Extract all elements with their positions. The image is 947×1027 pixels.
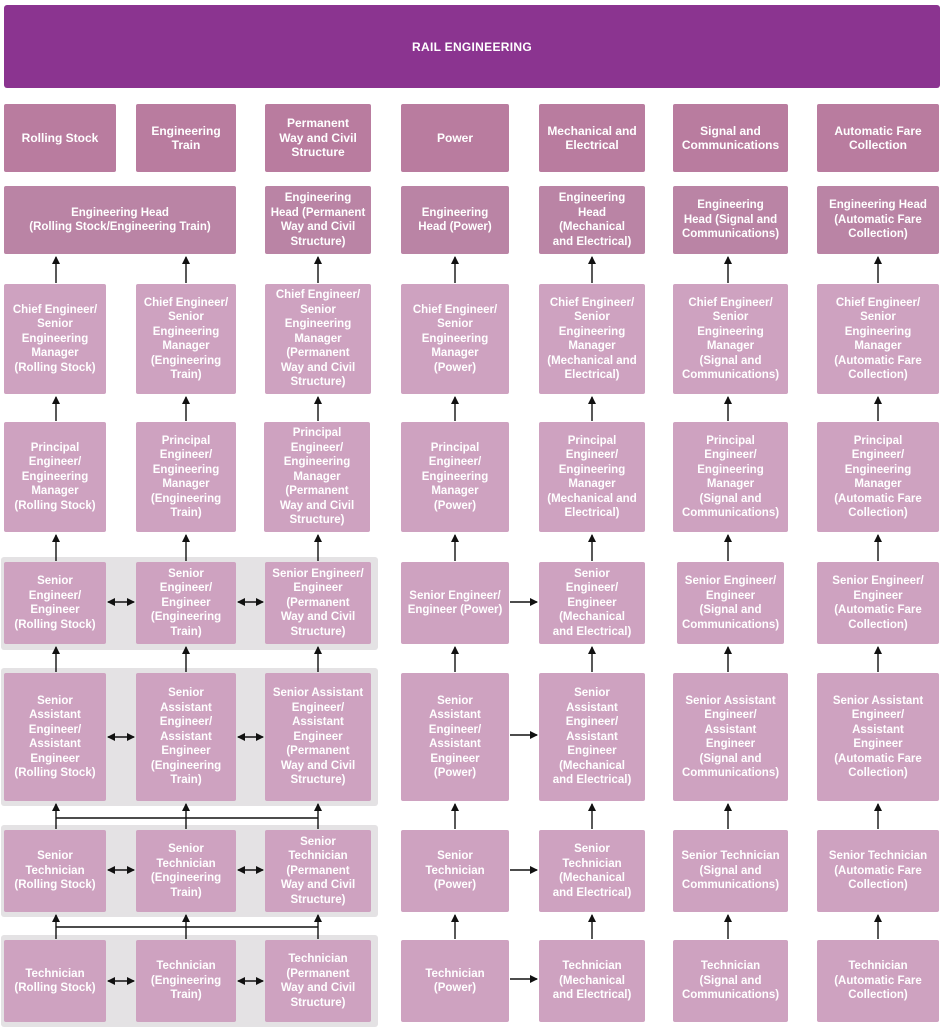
senior-engineer-rolling-stock: Senior Engineer/ Engineer (Rolling Stock) [4, 562, 106, 644]
column-header-automatic-fare: Automatic Fare Collection [817, 104, 939, 172]
chief-engineer-mechanical-electrical: Chief Engineer/ Senior Engineering Manager (Mechanical and Electrical) [539, 284, 645, 394]
technician-engineering-train: Technician (Engineering Train) [136, 940, 236, 1022]
senior-assistant-engineer-power: Senior Assistant Engineer/ Assistant Engineer (Power) [401, 673, 509, 801]
column-header-signal-communications: Signal and Communications [673, 104, 788, 172]
principal-engineer-power: Principal Engineer/ Engineering Manager (Power) [401, 422, 509, 532]
principal-engineer-signal-communications: Principal Engineer/ Engineering Manager (Signal and Communications) [673, 422, 788, 532]
senior-assistant-engineer-rolling-stock: Senior Assistant Engineer/ Assistant Engineer (Rolling Stock) [4, 673, 106, 801]
chief-engineer-signal-communications: Chief Engineer/ Senior Engineering Manager (Signal and Communications) [673, 284, 788, 394]
engineering-head-rolling-stock-engineering-train: Engineering Head (Rolling Stock/Engineering Train) [4, 186, 236, 254]
column-header-power: Power [401, 104, 509, 172]
chief-engineer-permanent-way: Chief Engineer/ Senior Engineering Manager (Permanent Way and Civil Structure) [265, 284, 371, 394]
principal-engineer-automatic-fare: Principal Engineer/ Engineering Manager (Automatic Fare Collection) [817, 422, 939, 532]
senior-assistant-engineer-engineering-train: Senior Assistant Engineer/ Assistant Engineer (Engineering Train) [136, 673, 236, 801]
senior-technician-engineering-train: Senior Technician (Engineering Train) [136, 830, 236, 912]
senior-engineer-engineering-train: Senior Engineer/ Engineer (Engineering Train) [136, 562, 236, 644]
column-header-mechanical-electrical: Mechanical and Electrical [539, 104, 645, 172]
technician-automatic-fare: Technician (Automatic Fare Collection) [817, 940, 939, 1022]
senior-assistant-engineer-automatic-fare: Senior Assistant Engineer/ Assistant Engineer (Automatic Fare Collection) [817, 673, 939, 801]
senior-technician-mechanical-electrical: Senior Technician (Mechanical and Electrical) [539, 830, 645, 912]
engineering-head-mechanical-electrical: Engineering Head (Mechanical and Electrical) [539, 186, 645, 254]
column-header-engineering-train: Engineering Train [136, 104, 236, 172]
senior-assistant-engineer-signal-communications: Senior Assistant Engineer/ Assistant Engineer (Signal and Communications) [673, 673, 788, 801]
technician-rolling-stock: Technician (Rolling Stock) [4, 940, 106, 1022]
senior-engineer-signal-communications: Senior Engineer/ Engineer (Signal and Communications) [677, 562, 784, 644]
senior-assistant-engineer-mechanical-electrical: Senior Assistant Engineer/ Assistant Engineer (Mechanical and Electrical) [539, 673, 645, 801]
senior-technician-power: Senior Technician (Power) [401, 830, 509, 912]
senior-technician-signal-communications: Senior Technician (Signal and Communications) [673, 830, 788, 912]
senior-engineer-permanent-way: Senior Engineer/ Engineer (Permanent Way and Civil Structure) [265, 562, 371, 644]
senior-engineer-power: Senior Engineer/ Engineer (Power) [401, 562, 509, 644]
senior-engineer-automatic-fare: Senior Engineer/ Engineer (Automatic Fare Collection) [817, 562, 939, 644]
senior-technician-permanent-way: Senior Technician (Permanent Way and Civil Structure) [265, 830, 371, 912]
column-header-permanent-way: Permanent Way and Civil Structure [265, 104, 371, 172]
principal-engineer-rolling-stock: Principal Engineer/ Engineering Manager (Rolling Stock) [4, 422, 106, 532]
chief-engineer-power: Chief Engineer/ Senior Engineering Manager (Power) [401, 284, 509, 394]
principal-engineer-engineering-train: Principal Engineer/ Engineering Manager (Engineering Train) [136, 422, 236, 532]
chief-engineer-engineering-train: Chief Engineer/ Senior Engineering Manager (Engineering Train) [136, 284, 236, 394]
senior-assistant-engineer-permanent-way: Senior Assistant Engineer/ Assistant Engineer (Permanent Way and Civil Structure) [265, 673, 371, 801]
engineering-head-automatic-fare: Engineering Head (Automatic Fare Collection) [817, 186, 939, 254]
engineering-head-signal-communications: Engineering Head (Signal and Communications) [673, 186, 788, 254]
senior-engineer-mechanical-electrical: Senior Engineer/ Engineer (Mechanical and Electrical) [539, 562, 645, 644]
engineering-head-power: Engineering Head (Power) [401, 186, 509, 254]
chief-engineer-automatic-fare: Chief Engineer/ Senior Engineering Manager (Automatic Fare Collection) [817, 284, 939, 394]
technician-mechanical-electrical: Technician (Mechanical and Electrical) [539, 940, 645, 1022]
column-header-rolling-stock: Rolling Stock [4, 104, 116, 172]
technician-signal-communications: Technician (Signal and Communications) [673, 940, 788, 1022]
technician-power: Technician (Power) [401, 940, 509, 1022]
chief-engineer-rolling-stock: Chief Engineer/ Senior Engineering Manager (Rolling Stock) [4, 284, 106, 394]
principal-engineer-permanent-way: Principal Engineer/ Engineering Manager (Permanent Way and Civil Structure) [264, 422, 370, 532]
senior-technician-automatic-fare: Senior Technician (Automatic Fare Collection) [817, 830, 939, 912]
senior-technician-rolling-stock: Senior Technician (Rolling Stock) [4, 830, 106, 912]
engineering-head-permanent-way: Engineering Head (Permanent Way and Civil Structure) [265, 186, 371, 254]
principal-engineer-mechanical-electrical: Principal Engineer/ Engineering Manager (Mechanical and Electrical) [539, 422, 645, 532]
page-title: RAIL ENGINEERING [4, 5, 940, 88]
technician-permanent-way: Technician (Permanent Way and Civil Structure) [265, 940, 371, 1022]
